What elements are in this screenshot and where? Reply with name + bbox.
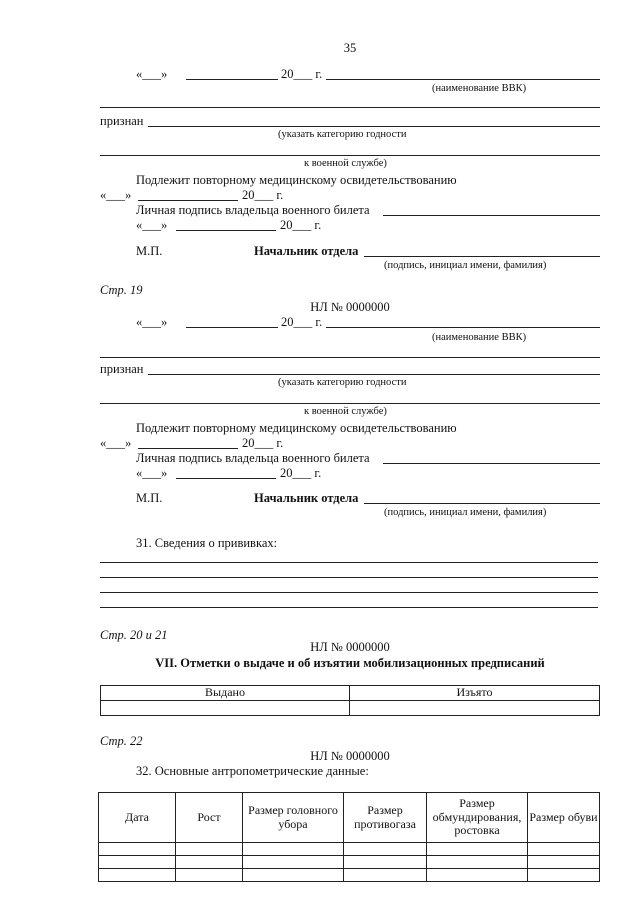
anthro-cell	[528, 869, 600, 882]
anthro-table	[98, 792, 600, 882]
date-field: «___»	[136, 67, 168, 81]
anthro-cell	[243, 843, 344, 856]
owner-signature-line	[383, 463, 600, 464]
vaccination-line	[100, 592, 598, 593]
vaccination-line	[100, 577, 598, 578]
reexam-year: 20___ г.	[242, 188, 284, 202]
reexam-date: «___»	[100, 188, 132, 202]
owner-date: «___»	[136, 218, 168, 232]
nl-number: НЛ № 0000000	[310, 749, 390, 763]
anthro-header-date: Дата	[99, 793, 176, 843]
page19-label: Стр. 19	[100, 283, 143, 297]
category-caption: (указать категорию годности	[278, 377, 407, 388]
withdrawn-header: Изъято	[350, 686, 600, 701]
anthro-cell	[427, 843, 528, 856]
owner-signature-line	[383, 215, 600, 216]
anthro-cell	[99, 869, 176, 882]
anthro-cell	[176, 856, 243, 869]
anthro-cell	[243, 869, 344, 882]
anthro-cell	[427, 856, 528, 869]
vaccination-line	[100, 607, 598, 608]
chief-signature-line	[364, 503, 600, 504]
chief-label: Начальник отдела	[254, 244, 359, 258]
page22-label: Стр. 22	[100, 734, 143, 748]
owner-year: 20___ г.	[280, 466, 322, 480]
nl-number: НЛ № 0000000	[310, 640, 390, 654]
anthro-cell	[344, 869, 427, 882]
section7-title: VII. Отметки о выдаче и об изъятии мобилизационных предписаний	[155, 656, 545, 670]
vvk-caption: (наименование ВВК)	[432, 83, 527, 94]
date-year: 20___ г.	[281, 67, 323, 81]
owner-date: «___»	[136, 466, 168, 480]
owner-signature-text: Личная подпись владельца военного билета	[136, 203, 370, 217]
category-line	[100, 155, 600, 156]
blank-line	[100, 107, 600, 108]
reexam-date-line	[138, 448, 238, 449]
reexam-year: 20___ г.	[242, 436, 284, 450]
stamp-label: М.П.	[136, 244, 163, 258]
anthro-cell	[99, 843, 176, 856]
withdrawn-cell	[350, 701, 600, 716]
issued-header: Выдано	[101, 686, 350, 701]
service-caption: к военной службе)	[304, 406, 387, 417]
service-caption: к военной службе)	[304, 158, 387, 169]
date-field: «___»	[136, 315, 168, 329]
anthro-cell	[528, 843, 600, 856]
page-number: 35	[343, 41, 357, 55]
anthro-cell	[427, 869, 528, 882]
owner-year: 20___ г.	[280, 218, 322, 232]
vvk-line	[326, 327, 600, 328]
blank-line	[100, 357, 600, 358]
anthro-cell	[528, 856, 600, 869]
anthro-cell	[176, 869, 243, 882]
anthro-cell	[344, 843, 427, 856]
anthro-cell	[344, 856, 427, 869]
reexam-text: Подлежит повторному медицинскому освидетельствованию	[136, 421, 457, 435]
date-month-line	[186, 327, 278, 328]
recognized-label: признан	[100, 114, 144, 128]
anthro-cell	[176, 843, 243, 856]
anthro-header-uniform: Размер обмундирования, ростовка	[427, 793, 528, 843]
chief-label: Начальник отдела	[254, 491, 359, 505]
anthro-header-shoes: Размер обуви	[528, 793, 600, 843]
anthro-header-height: Рост	[176, 793, 243, 843]
mobilization-table	[100, 685, 600, 716]
date-month-line	[186, 79, 278, 80]
category-line	[100, 403, 600, 404]
vaccinations-heading: 31. Сведения о прививках:	[136, 536, 278, 550]
stamp-label: М.П.	[136, 491, 163, 505]
anthro-header-headwear: Размер головного убора	[243, 793, 344, 843]
reexam-date-line	[138, 200, 238, 201]
pages20-21-label: Стр. 20 и 21	[100, 628, 168, 642]
reexam-date: «___»	[100, 436, 132, 450]
owner-date-line	[176, 230, 276, 231]
chief-signature-line	[364, 256, 600, 257]
anthro-cell	[243, 856, 344, 869]
vvk-line	[326, 79, 600, 80]
reexam-text: Подлежит повторному медицинскому освидетельствованию	[136, 173, 457, 187]
date-year: 20___ г.	[281, 315, 323, 329]
anthro-cell	[99, 856, 176, 869]
recognized-label: признан	[100, 362, 144, 376]
recognized-line	[148, 374, 600, 375]
anthro-header-gasmask: Размер противогаза	[344, 793, 427, 843]
signature-caption: (подпись, инициал имени, фамилия)	[384, 507, 547, 518]
owner-signature-text: Личная подпись владельца военного билета	[136, 451, 370, 465]
signature-caption: (подпись, инициал имени, фамилия)	[384, 260, 547, 271]
category-caption: (указать категорию годности	[278, 129, 407, 140]
vaccination-line	[100, 562, 598, 563]
nl-number: НЛ № 0000000	[310, 300, 390, 314]
anthro-heading: 32. Основные антропометрические данные:	[136, 764, 369, 778]
owner-date-line	[176, 478, 276, 479]
vvk-caption: (наименование ВВК)	[432, 332, 527, 343]
issued-cell	[101, 701, 350, 716]
recognized-line	[148, 126, 600, 127]
